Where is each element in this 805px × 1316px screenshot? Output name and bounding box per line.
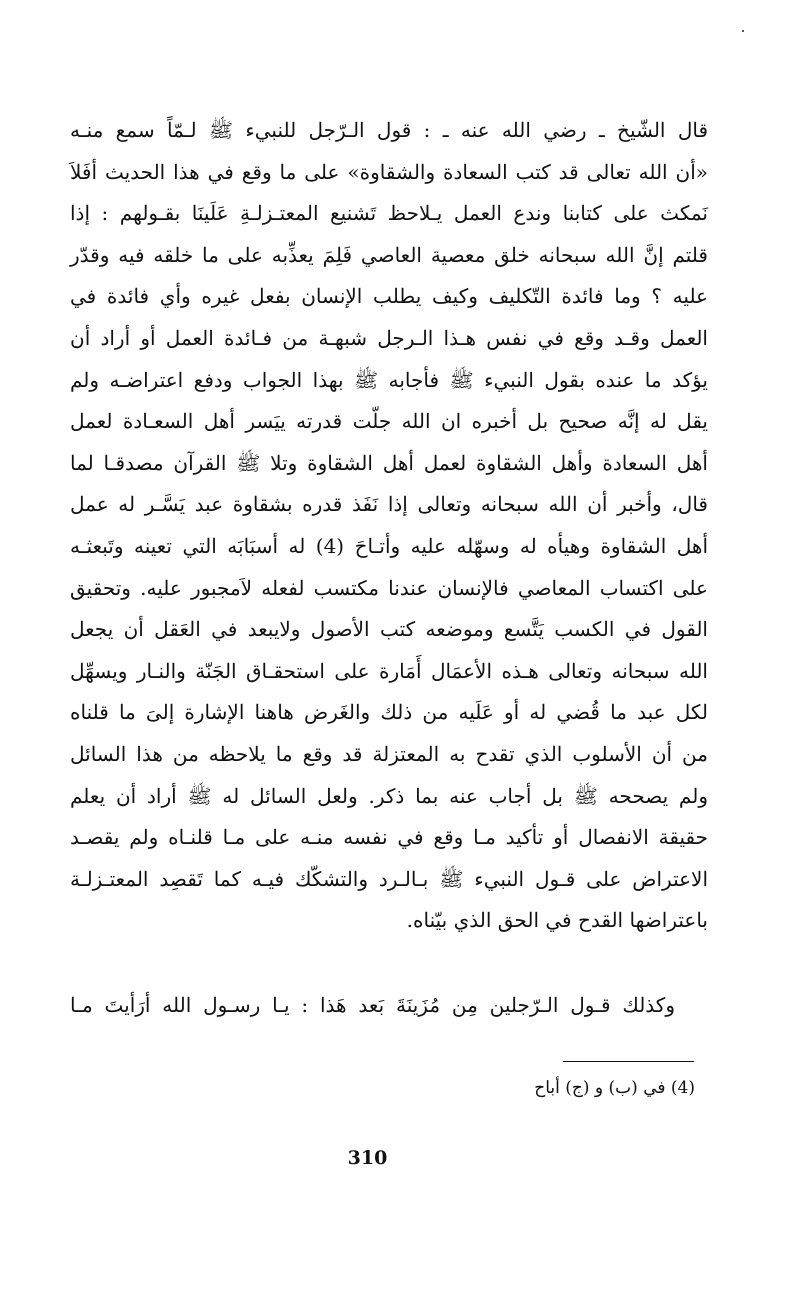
text-line: وكذلك قـول الـرّجلين مِن مُزَينَةَ بَعد هَذا : يـا رسـول الله أرَأيتَ مـا — [70, 993, 675, 1017]
text-line: على اكتساب المعاصي فالإنسان عندنا مكتسب لفعله لاَمجبور عليه. وتحقيق — [70, 575, 708, 600]
text-line: أهل الشقاوة وهيأه له وسهّله عليه وأتـاحَ (4) له أسبَابَه التي تعينه وتَبعثـه — [70, 533, 708, 558]
text-line: حقيقة الانفصال أو تأكيد مـا وقع في نفسه منـه على مـا قلنـاه ولم يقصـد — [70, 825, 708, 850]
text-line: يقل له إنَّه صحيح بل أخبره ان الله جلّت قدرته ييَسر أهل السعـادة لعمل — [70, 409, 708, 434]
text-line: أهل السعادة وأهل الشقاوة لعمل أهل الشقاوة وتلا ﷺ القرآن مصدقـا لما — [70, 450, 708, 475]
footnote: (4) في (ب) و (ج) أباح — [534, 1078, 695, 1098]
footnote-rule — [563, 1061, 694, 1062]
text-line: قال، وأخبر أن الله سبحانه وتعالى إذا نَفَذ قدره بشقاوة عبد يَسَّـر له عمل — [70, 492, 708, 517]
second-paragraph — [70, 985, 675, 1027]
text-line: من أن الأسلوب الذي تقدح به المعتزلة قد وقع ما يلاحظه من هذا السائل — [70, 741, 708, 766]
text-line: العمل وقـد وقع في نفس هـذا الـرجل شبهـة من فـائدة العمل أو أراد أن — [70, 325, 708, 350]
text-line: عليه ؟ وما فائدة التّكليف وكيف يطلب الإنسان بفعل غيره وأي فائدة في — [70, 284, 708, 309]
text-line: يؤكد ما عنده بقول النبيء ﷺ فأجابه ﷺ بهذا الجواب ودفع اعتراضـه ولم — [70, 367, 708, 392]
page-number: 310 — [347, 1147, 388, 1169]
text-line: قلتم إنَّ الله سبحانه خلق معصية العاصي فَلِمَ يعذِّبه على ما خلقه فيه وقدّر — [70, 242, 708, 267]
text-line: قال الشّيخ ـ رضي الله عنه ـ : قول الـرّجل للنبيء ﷺ لـمّاً سمع منـه — [70, 118, 708, 142]
text-line: الله سبحانه وتعالى هـذه الأعمَال أَمَارة على استحقـاق الجَنّة والنـار ويسهِّل — [70, 658, 708, 683]
text-line: ولم يصححه ﷺ بل أجاب عنه بما ذكر. ولعل السائل له ﷺ أراد أن يعلم — [70, 783, 708, 808]
text-line: نَمكث على كتابنا وندع العمل يـلاحظ تَشنيع المعتـزلـةِ عَلَينَا بقـولهم : إذا — [70, 201, 708, 226]
text-line: لكل عبد ما قُضي له أو عَلَيه من ذلك والغَرض هاهنا الإشارة إلىَ ما قلناه — [70, 700, 708, 725]
text-line: «أن الله تعالى قد كتب السعادة والشقاوة» على ما وقع في هذا الحديث أفَلاَ — [70, 159, 708, 184]
text-line: القول في الكسب يَتَّسع وموضعه كتب الأصول ولايبعد في العَقل أن يجعل — [70, 617, 708, 642]
text-line: الاعتراض على قـول النبيء ﷺ بـالـرد والتشكّك فيـه كما تَقصِد المعتـزلـة — [70, 866, 708, 891]
main-paragraph — [70, 110, 708, 942]
text-line: باعتراضها القدح في الحق الذي بيّناه. — [406, 908, 708, 933]
scan-speck — [742, 30, 744, 32]
